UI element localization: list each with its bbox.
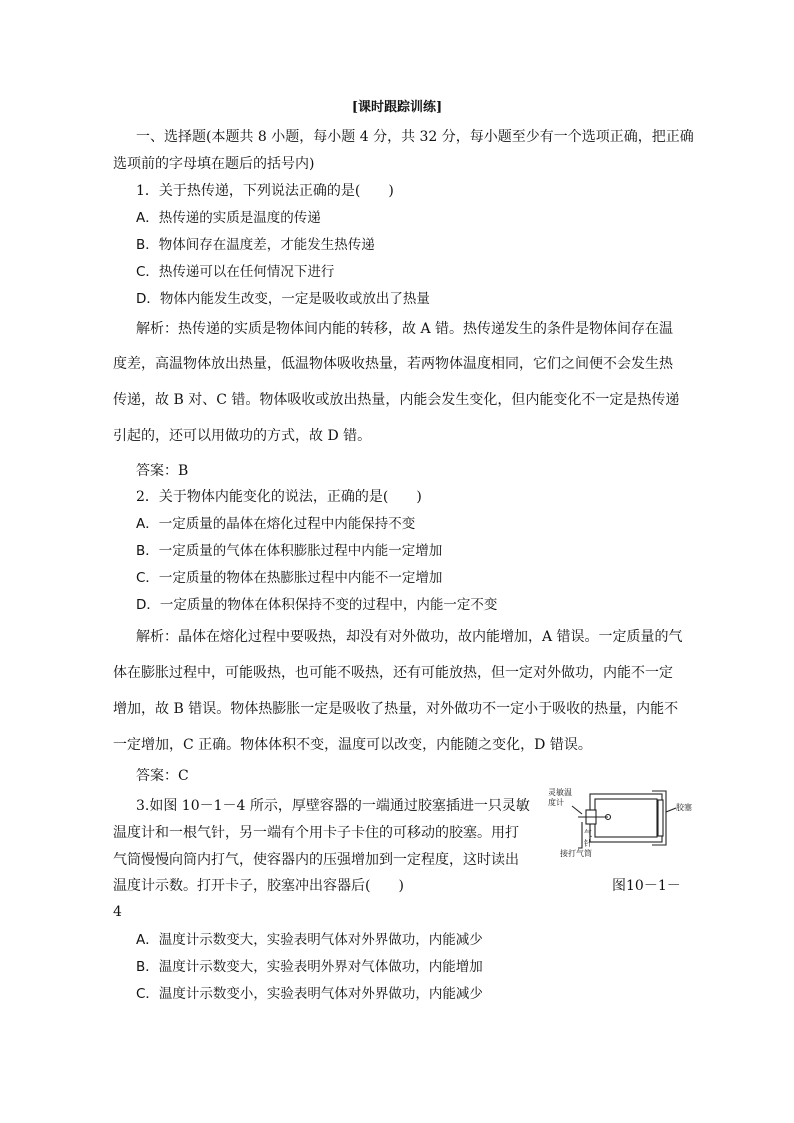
q2-option-c: C．一定质量的物体在热膨胀过程中内能不一定增加: [136, 570, 443, 586]
container-diagram: [548, 786, 698, 858]
q1-answer: 答案：B: [136, 463, 189, 479]
container-inner-wall: [595, 799, 657, 837]
q1-analysis-line-4: 引起的，还可以用做功的方式，故 D 错。: [113, 428, 372, 444]
label-thermometer-2: 度计: [548, 798, 564, 807]
q2-analysis-line-4: 一定增加，C 正确。物体体积不变，温度可以改变，内能随之变化，D 错误。: [113, 737, 592, 753]
q1-stem: 1．关于热传递，下列说法正确的是( ): [136, 183, 394, 199]
q2-analysis-line-1: 解析：晶体在熔化过程中要吸热，却没有对外做功，故内能增加，A 错误。一定质量的气: [136, 629, 683, 645]
q1-option-c: C．热传递可以在任何情况下进行: [136, 264, 335, 280]
q3-stem-line-4: 温度计示数。打开卡子，胶塞冲出容器后( ): [113, 878, 404, 894]
gas-needle-shape: [578, 822, 582, 848]
q3-stem-line-2: 温度计和一根气针，另一端有个用卡子卡住的可移动的胶塞。用打: [113, 825, 519, 841]
q1-analysis-line-2: 度差，高温物体放出热量，低温物体吸收热量，若两物体温度相同，它们之间便不会发生热: [113, 356, 673, 372]
q3-stem-line-1: 3.如图 10－1－4 所示，厚壁容器的一端通过胶塞插进一只灵敏: [136, 798, 530, 814]
q3-option-a: A．温度计示数变大，实验表明气体对外界做功，内能减少: [136, 932, 483, 948]
page-heading: [课时跟踪训练]: [351, 100, 443, 115]
thermometer-leader-line: [572, 806, 582, 814]
q3-option-c: C．温度计示数变小，实验表明气体对外界做功，内能减少: [136, 986, 483, 1002]
q1-option-b: B．物体间存在温度差，才能发生热传递: [136, 237, 375, 253]
container-diagram-svg: [548, 786, 698, 858]
label-needle-2: 针: [584, 839, 592, 848]
q1-analysis-line-1: 解析：热传递的实质是物体间内能的转移，故 A 错。热传递发生的条件是物体间存在温: [136, 321, 674, 337]
q2-analysis-line-3: 增加，故 B 错误。物体热膨胀一定是吸收了热量，对外做功不一定小于吸收的热量，内能不: [113, 701, 679, 717]
container-outer-wall: [590, 794, 662, 842]
q2-stem: 2．关于物体内能变化的说法，正确的是( ): [136, 489, 422, 505]
q2-answer: 答案：C: [136, 768, 189, 784]
section-instructions-line-2: 选项前的字母填在题后的括号内): [113, 156, 315, 172]
q2-analysis-line-2: 体在膨胀过程中，可能吸热，也可能不吸热，还有可能放热，但一定对外做功，内能不一定: [113, 665, 673, 681]
q3-option-b: B．温度计示数变大，实验表明外界对气体做功，内能增加: [136, 959, 483, 975]
label-stopper: 胶塞: [676, 803, 692, 812]
stopper-leader-line: [666, 808, 676, 812]
figure-caption-2: 4: [113, 904, 122, 920]
q2-option-a: A．一定质量的晶体在熔化过程中内能保持不变: [136, 516, 416, 532]
stopper-shape: [658, 800, 663, 836]
q1-option-a: A．热传递的实质是温度的传递: [136, 210, 321, 226]
q2-option-b: B．一定质量的气体在体积膨胀过程中内能一定增加: [136, 543, 443, 559]
section-instructions-line-1: 一、选择题(本题共 8 小题，每小题 4 分，共 32 分，每小题至少有一个选项正确，把正确: [136, 129, 694, 145]
label-needle-1: 气: [584, 829, 592, 838]
label-pump: 接打气筒: [560, 849, 592, 858]
q2-option-d: D．一定质量的物体在体积保持不变的过程中，内能一定不变: [136, 597, 498, 613]
q1-option-d: D．物体内能发生改变，一定是吸收或放出了热量: [136, 291, 430, 307]
label-thermometer-1: 灵敏温: [548, 788, 572, 797]
q3-stem-line-3: 气筒慢慢向筒内打气，使容器内的压强增加到一定程度，这时读出: [113, 852, 519, 868]
q1-analysis-line-3: 传递，故 B 对、C 错。物体吸收或放出热量，内能会发生变化，但内能变化不一定是热传递: [113, 392, 680, 408]
figure-caption-1: 图10－1－: [612, 878, 681, 894]
